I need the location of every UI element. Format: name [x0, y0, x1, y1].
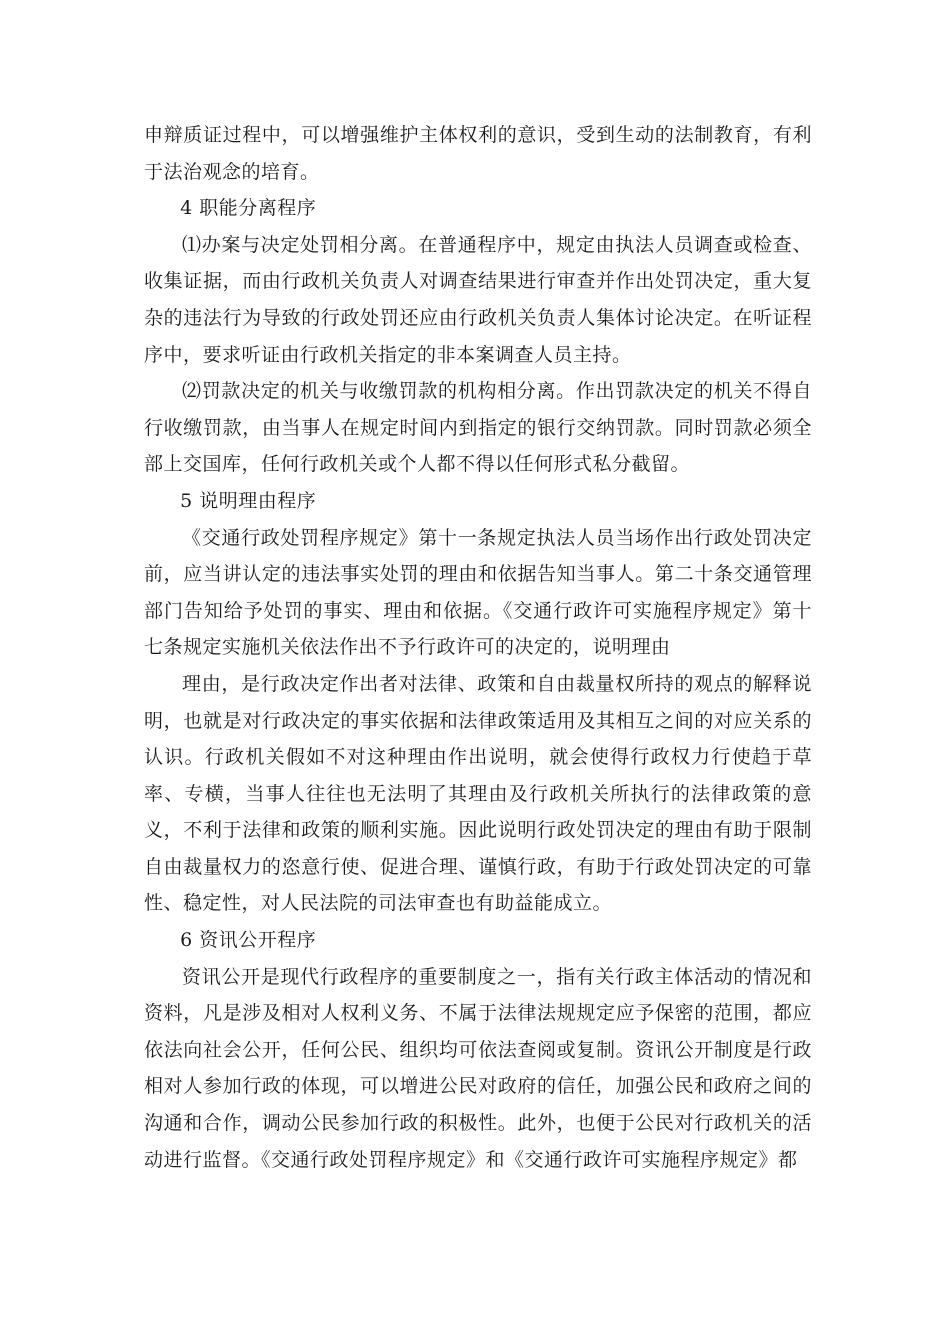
section-heading-information-disclosure: 6 资讯公开程序	[180, 929, 317, 952]
paragraph-fine-collection-separation: ⑵罚款决定的机关与收缴罚款的机构相分离。作出罚款决定的机关不得自行收缴罚款，由当事人在规定时间内到指定的银行交纳罚款。同时罚款必须全部上交国库，任何行政机关或个人都不得以任何形式私分截留。	[144, 380, 812, 476]
paragraph-continuation: 申辩质证过程中，可以增强维护主体权利的意识，受到生动的法制教育，有利于法治观念的培育。	[144, 124, 812, 183]
paragraph-information-disclosure: 资讯公开是现代行政程序的重要制度之一，指有关行政主体活动的情况和资料，凡是涉及相对人权利义务、不属于法律法规规定应予保密的范围，都应依法向社会公开，任何公民、组织均可依法查阅或复制。资讯公开制度是行政相对人参加行政的体现，可以增进公民对政府的信任，加强公民和政府之间的沟通和合作，调动公民参加行政的积极性。此外，也便于公民对行政机关的活动进行监督。《交通行政处罚程序规定》和《交通行政许可实施程序规定》都	[144, 965, 812, 1171]
section-heading-stating-reasons: 5 说明理由程序	[180, 489, 317, 512]
section-heading-function-separation: 4 职能分离程序	[180, 197, 317, 220]
paragraph-reasons-explanation: 理由，是行政决定作出者对法律、政策和自由裁量权所持的观点的解释说明，也就是对行政决定的事实依据和法律政策适用及其相互之间的对应关系的认识。行政机关假如不对这种理由作出说明，就会使得行政权力行使趋于草率、专横，当事人往往也无法明了其理由及行政机关所执行的法律政策的意义，不利于法律和政策的顺利实施。因此说明行政处罚决定的理由有助于限制自由裁量权力的恣意行使、促进合理、谨慎行政，有助于行政处罚决定的可靠性、稳定性，对人民法院的司法审查也有助益能成立。	[144, 672, 812, 915]
paragraph-case-handling-separation: ⑴办案与决定处罚相分离。在普通程序中，规定由执法人员调查或检查、收集证据，而由行政机关负责人对调查结果进行审查并作出处罚决定，重大复杂的违法行为导致的行政处罚还应由行政机关负责人集体讨论决定。在听证程序中，要求听证由行政机关指定的非本案调查人员主持。	[144, 233, 812, 366]
document-body	[144, 117, 812, 1178]
paragraph-traffic-penalty-rules: 《交通行政处罚程序规定》第十一条规定执法人员当场作出行政处罚决定前，应当讲认定的违法事实处罚的理由和依据告知当事人。第二十条交通管理部门告知给予处罚的事实、理由和依据。《交通行政许可实施程序规定》第十七条规定实施机关依法作出不予行政许可的决定的，说明理由	[144, 526, 812, 659]
